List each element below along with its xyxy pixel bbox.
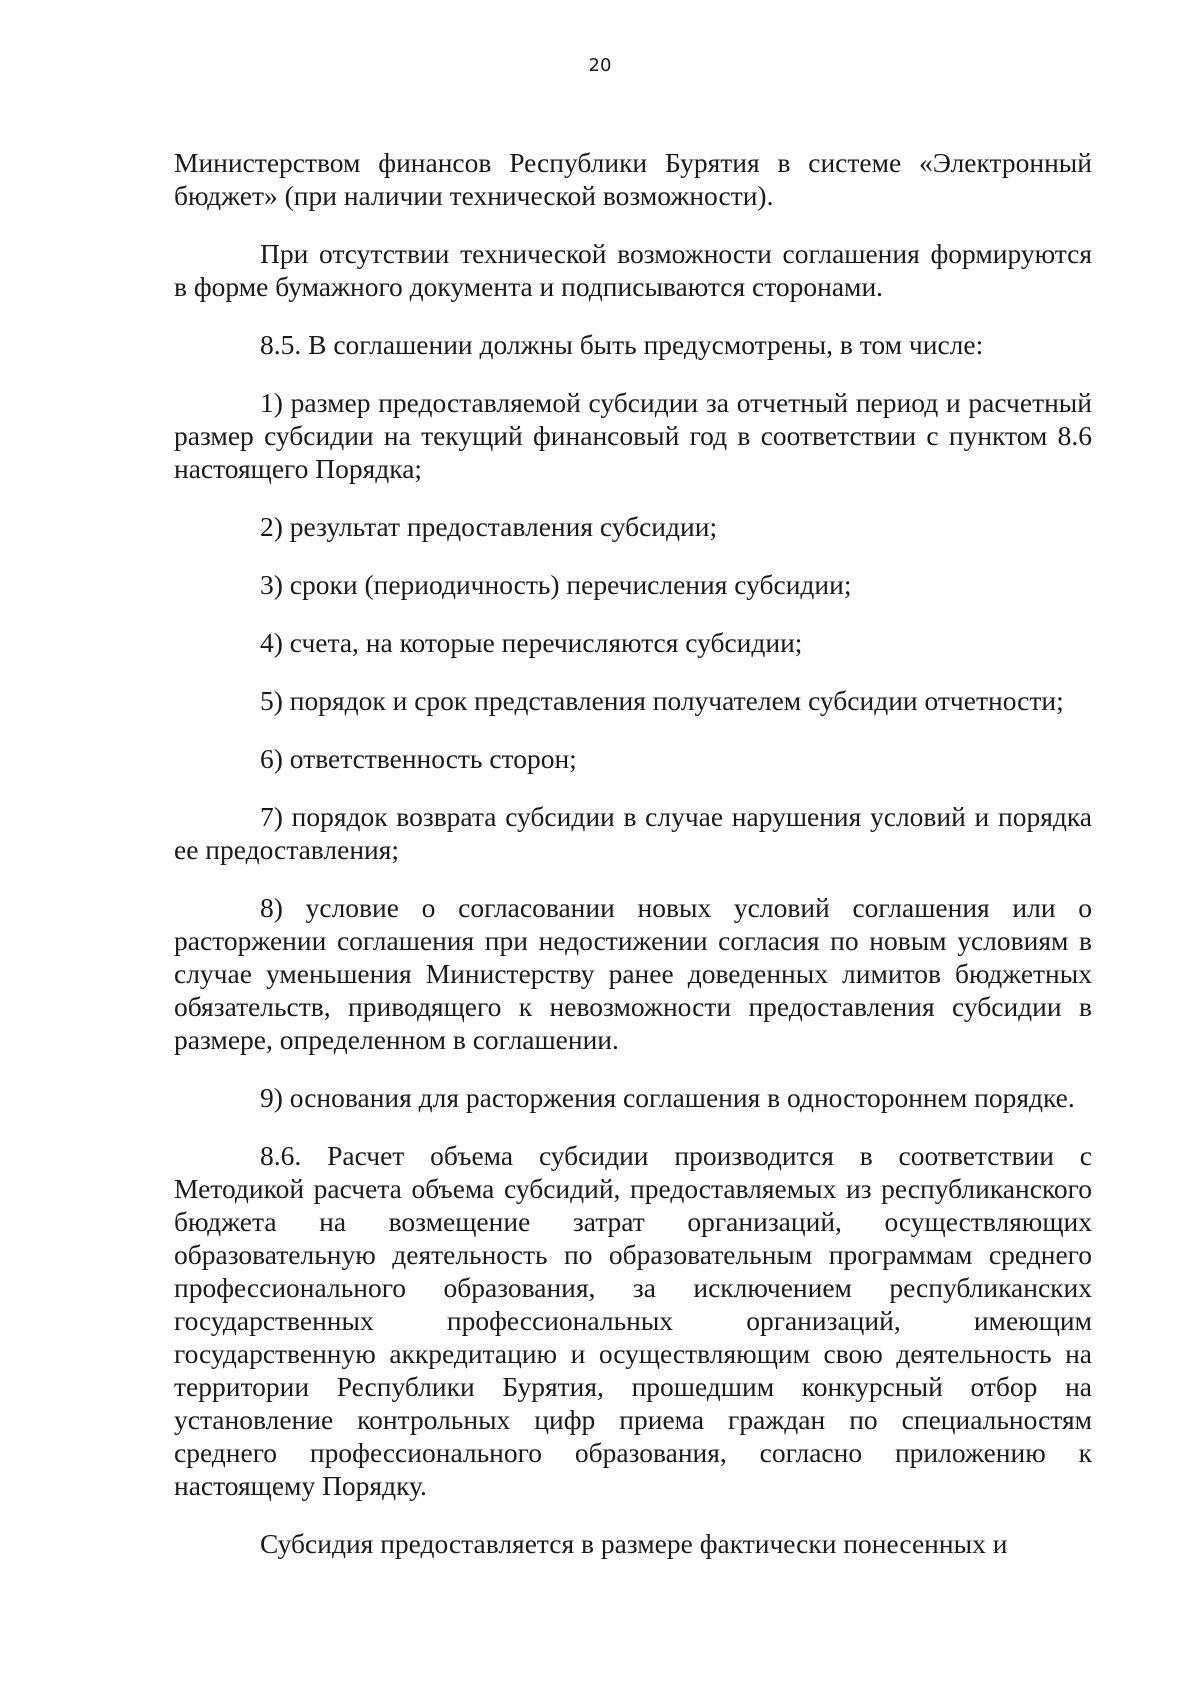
paragraph-subsidy-amount: Субсидия предоставляется в размере фактически понесенных и [260, 1528, 1008, 1559]
paragraph-no-technical-possibility: При отсутствии технической возможности соглашения формируются в форме бумажного документа и подписываются сторонами. [174, 238, 1092, 302]
list-item-3: 3) сроки (периодичность) перечисления субсидии; [260, 569, 852, 600]
list-item-7: 7) порядок возврата субсидии в случае нарушения условий и порядка ее предоставления; [174, 801, 1092, 865]
list-item-2: 2) результат предоставления субсидии; [260, 511, 718, 542]
list-item-9: 9) основания для расторжения соглашения в одностороннем порядке. [260, 1082, 1075, 1113]
document-body [174, 146, 1092, 1585]
page-number: 20 [588, 55, 612, 76]
list-item-5: 5) порядок и срок представления получателем субсидии отчетности; [260, 685, 1064, 716]
list-item-1: 1) размер предоставляемой субсидии за отчетный период и расчетный размер субсидии на текущий финансовый год в соответствии с пунктом 8.6 настоящего Порядка; [174, 387, 1092, 484]
paragraph-continuation: Министерством финансов Республики Бурятия в системе «Электронный бюджет» (при наличии технической возможности). [174, 147, 1092, 211]
paragraph-8-6: 8.6. Расчет объема субсидии производится в соответствии с Методикой расчета объема субсидий, предоставляемых из республиканского бюджета на возмещение затрат организаций, осуществляющих образовательную деятельность по образовательным программам среднего профессионального образования, за исключением республиканских государственных профессиональных организаций, имеющим государственную аккредитацию и осуществляющим свою деятельность на территории Республики Бурятия, прошедшим конкурсный отбор на установление контрольных цифр приема граждан по специальностям среднего профессионального образования, согласно приложению к настоящему Порядку. [174, 1140, 1092, 1501]
paragraph-8-5: 8.5. В соглашении должны быть предусмотрены, в том числе: [260, 329, 984, 360]
list-item-6: 6) ответственность сторон; [260, 743, 577, 774]
list-item-8: 8) условие о согласовании новых условий соглашения или о расторжении соглашения при недостижении согласия по новым условиям в случае уменьшения Министерству ранее доведенных лимитов бюджетных обязательств, приводящего к невозможности предоставления субсидии в размере, определенном в соглашении. [174, 892, 1092, 1055]
list-item-4: 4) счета, на которые перечисляются субсидии; [260, 627, 803, 658]
